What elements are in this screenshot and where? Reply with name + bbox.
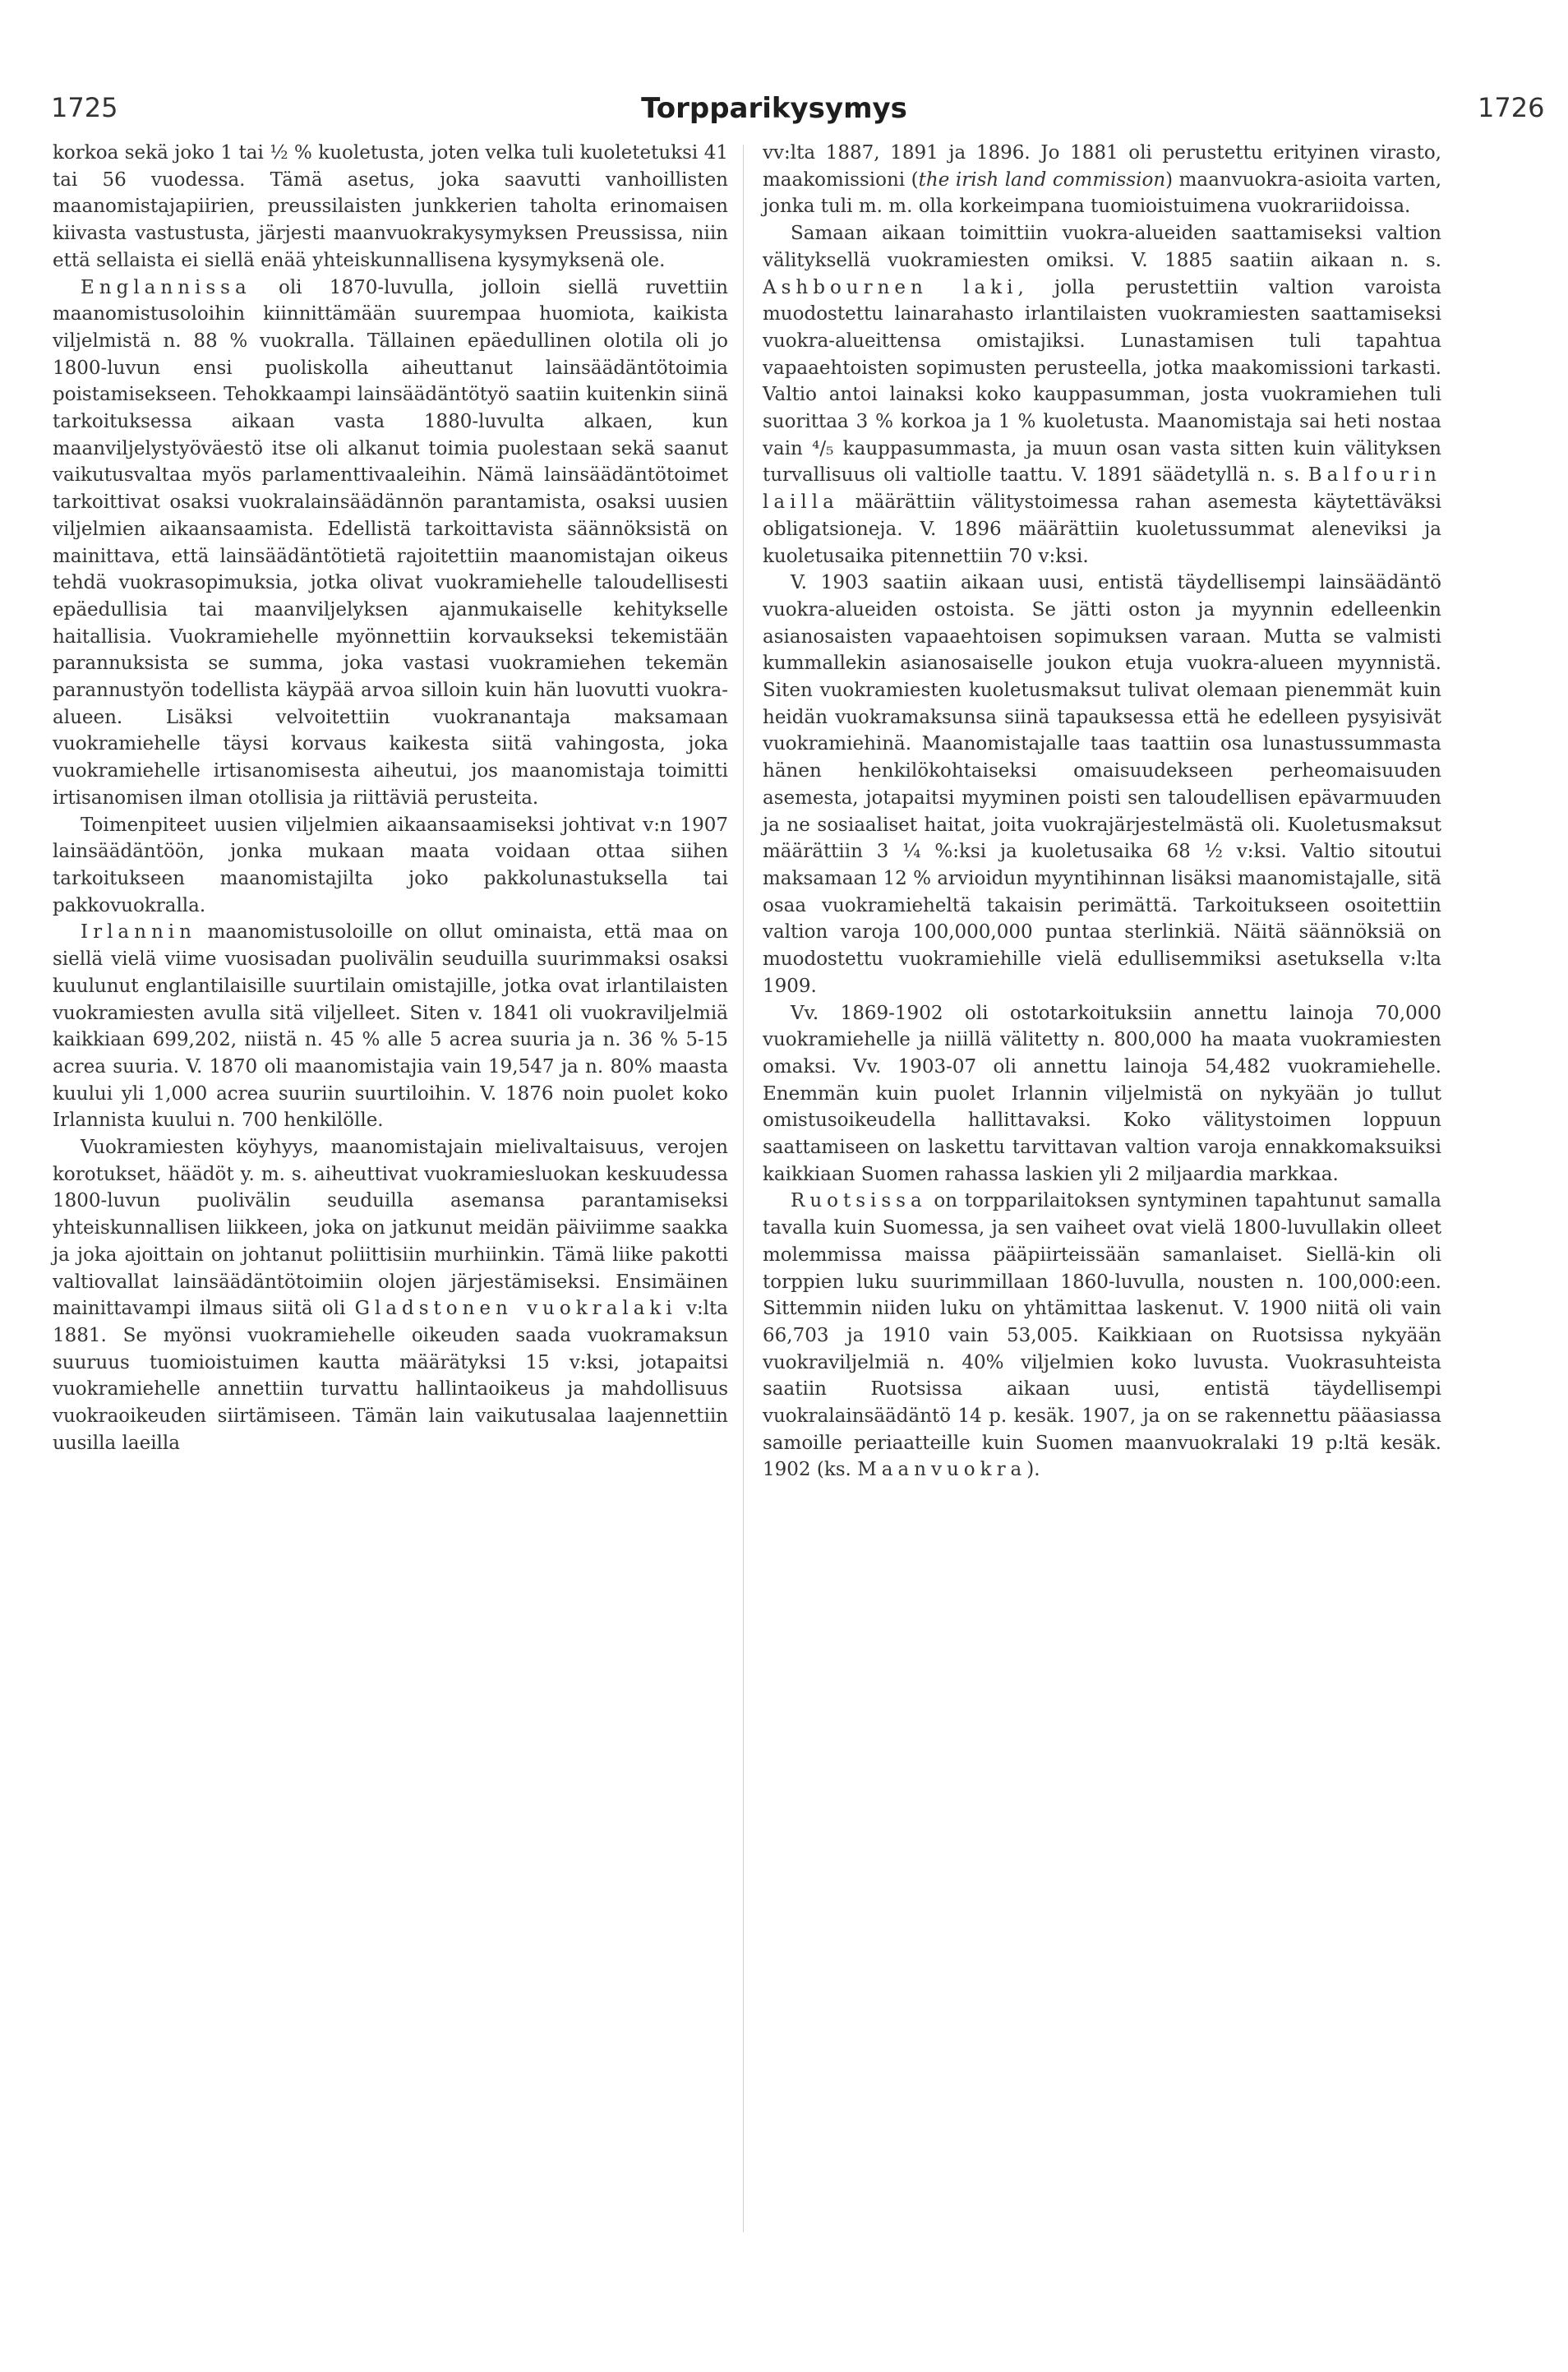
text-run: ) maanvuokra-asioita varten, jonka tuli m. m. olla korkeimpana tuomioistuimena vuokrariidoissa. bbox=[763, 168, 1442, 218]
paragraph: V. 1903 saatiin aikaan uusi, entistä täydellisempi lainsäädäntö vuokra-alueiden ostoista. Se jätti oston ja myynnin edelleenkin asianosaisten vapaaehtoisen sopimuksen varaan. Mutta se valmisti kummallekin asianosaiselle joukon etuja vuokra-alueen myynnistä. Siten vuokramiesten kuoletusmaksut tulivat olemaan pienemmät kuin heidän vuokramaksunsa siinä tapauksessa että he edelleen pysyisivät vuokramiehinä. Maanomistajalle taas taattiin osa lunastussummasta hänen henkilökohtaiseksi omaisuudekseen perheomaisuuden asemesta, jotapaitsi myyminen poisti sen taloudellisen epävarmuuden ja ne sosiaaliset haitat, joita vuokrajärjestelmästä oli. Kuoletusmaksut määrättiin 3 ¼ %:ksi ja kuoletusaika 68 ½ v:ksi. Valtio sitoutui maksamaan 12 % arvioidun myyntihinnan lisäksi maanomistajalle, sitä osaa vuokramieheltä takaisin perimättä. Tarkoitukseen osoitettiin valtion varoja 100,000,000 puntaa sterlinkiä. Näitä säännöksiä on muodostettu vuokramiehille vielä edullisemmiksi asetuksella v:lta 1909. bbox=[763, 572, 1441, 997]
emphasis: Maanvuokra bbox=[857, 1459, 1027, 1481]
column-divider bbox=[743, 145, 744, 2232]
paragraph: Vv. 1869-1902 oli ostotarkoituksiin annettu lainoja 70,000 vuokramiehelle ja niillä välitetty n. 800,000 ha maata vuokramiesten omaksi. Vv. 1903-07 oli annettu lainoja 54,482 vuokramiehelle. Enemmän kuin puolet Irlannin viljelmistä on nykyään jo tullut omistusoikeudella hallittavaksi. Koko välitystoimen loppuun saattamiseen on laskettu tarvittavan valtion varoja ennakkomaksuiksi kaikkiaan Suomen rahassa laskien yli 2 miljaardia markkaa. bbox=[763, 1002, 1441, 1185]
text-run: Vuokramiesten köyhyys, maanomistajain mielivaltaisuus, verojen korotukset, häädöt y. m. s. aiheuttivat vuokramiesluokan keskuudessa 1800-luvun puolivälin seuduilla asemansa parantamiseksi yhteiskunnallisen liikkeen, joka on jatkunut meidän päiviimme saakka ja joka ajoittain on johtanut poliittisiin murhiinkin. Tämä liike pakotti valtiovallat lainsäädäntötoimiin olojen järjestämiseksi. Ensimäinen mainittavampi ilmaus siitä oli bbox=[53, 1137, 728, 1320]
emphasis: Irlannin bbox=[81, 921, 196, 944]
emphasis: Gladstonen vuokralaki bbox=[354, 1298, 677, 1320]
page-number-right: 1726 bbox=[1478, 92, 1545, 123]
text-run: vv:lta 1887, 1891 ja 1896. Jo 1881 oli perustettu erityinen virasto, maakomissioni ( bbox=[763, 142, 1441, 191]
text-run: maanomistusoloille on ollut ominaista, että maa on siellä vielä viime vuosisadan puolivälin seuduilla suurimmaksi osaksi kuulunut englantilaisille suurtilain omistajille, jotka ovat irlantilaisten vuokramiesten avulla sitä viljelleet. Siten v. 1841 oli vuokraviljelmiä kaikkiaan 699,202, niistä n. 45 % alle 5 acrea suuria ja n. 36 % 5-15 acrea suuria. V. 1870 oli maanomistajia vain 19,547 ja n. 80% maasta kuului yli 1,000 acrea suuriin suurtiloihin. V. 1876 noin puolet koko Irlannista kuului n. 700 henkilölle. bbox=[53, 921, 728, 1132]
right-column bbox=[763, 140, 1441, 1484]
text-run: Samaan aikaan toimittiin vuokra-alueiden saattamiseksi valtion välityksellä vuokramiesten omiksi. V. 1885 saatiin aikaan n. s. bbox=[763, 223, 1441, 271]
emphasis: Ashbournen laki bbox=[763, 276, 1018, 298]
text-run: v:lta 1881. Se myönsi vuokramiehelle oikeuden saada vuokramaksun suuruus tuomioistuimen kautta määrätyksi 15 v:ksi, jotapaitsi vuokramiehelle annettiin turvattu hallintaoikeus ja mahdollisuus vuokraoikeuden siirtämiseen. Tämän lain vaikutusalaa laajennettiin uusilla laeilla bbox=[53, 1298, 728, 1454]
text-run: , jolla perustettiin valtion varoista muodostettu lainarahasto irlantilaisten vuokramiesten saattamiseksi vuokra-alueittensa omistajiksi. Lunastamisen tuli tapahtua vapaaehtoisten sopimusten perusteella, jotka maakomissioni tarkasti. Valtio antoi lainaksi koko kauppasumman, josta vuokramiehen tuli suorittaa 3 % korkoa ja 1 % kuoletusta. Maanomistaja sai heti nostaa vain ⁴/₅ kauppasummasta, ja muun osan vasta sitten kuin välityksen turvallisuus oli valtiolle taattu. V. 1891 säädetyllä n. s. bbox=[763, 276, 1441, 487]
page-number-left: 1725 bbox=[51, 92, 118, 123]
emphasis: Balfourin lailla bbox=[763, 464, 1441, 514]
paragraph bbox=[53, 919, 728, 1134]
left-column bbox=[53, 140, 728, 1456]
text-run: ). bbox=[1026, 1459, 1040, 1481]
page-header bbox=[51, 92, 1568, 133]
italic-text: the irish land commission bbox=[918, 168, 1166, 191]
paragraph: korkoa sekä joko 1 tai ½ % kuoletusta, joten velka tuli kuoletetuksi 41 tai 56 vuodessa. Tämä asetus, joka saavutti vanhoillisten maanomistajapiirien, preussilaisten junkkerien taholta erinomaisen kiivasta vastustusta, järjesti maanvuokrakysymyksen Preussissa, niin että sellaista ei siellä enää yhteiskunnallisena kysymyksenä ole. bbox=[53, 142, 728, 271]
text-run: oli 1870-luvulla, jolloin siellä ruvettiin maanomistusoloihin kiinnittämään suurempaa huomiota, kaikista viljelmistä n. 88 % vuokralla. Tällainen epäedullinen olotila oli jo 1800-luvun ensi puoliskolla aiheuttanut lainsäädäntötoimia poistamisekseen. Tehokkaampi lainsäädäntötyö saatiin kuitenkin siinä tarkoituksessa aikaan vasta 1880-luvulta alkaen, kun maanviljelystyöväestö itse oli alkanut toimia puolestaan sekä saanut vaikutusvaltaa myös parlamenttivaaleihin. Nämä lainsäädäntötoimet tarkoittivat osaksi vuokralainsäädännön parantamista, osaksi uusien viljelmien aikaansaamista. Edellistä tarkoittavista säännöksistä on mainittava, että lainsäädäntötietä rajoitettiin maanomistajan oikeus tehdä vuokrasopimuksia, jotka olivat vuokramiehelle taloudellisesti epäedullisia tai maanviljelyksen ajanmukaiselle kehitykselle haitallisia. Vuokramiehelle myönnettiin korvaukseksi tekemistään parannuksista se summa, joka vastasi vuokramiehen tekemän parannustyön todellista käypää arvoa silloin kuin hän luovutti vuokra-alueen. Lisäksi velvoitettiin vuokranantaja maksamaan vuokramiehelle täysi korvaus kaikesta siitä vahingosta, joka vuokramiehelle irtisanomisesta aiheutui, jos maanomistaja toimitti irtisanomisen ilman otollisia ja riittäviä perusteita. bbox=[53, 276, 728, 809]
emphasis: Englannissa bbox=[81, 276, 251, 298]
emphasis: Ruotsissa bbox=[791, 1190, 927, 1212]
paragraph bbox=[763, 140, 1441, 220]
running-title: Torpparikysymys bbox=[641, 92, 907, 125]
paragraph bbox=[763, 220, 1441, 570]
paragraph bbox=[763, 1188, 1441, 1484]
paragraph: Toimenpiteet uusien viljelmien aikaansaamiseksi johtivat v:n 1907 lainsäädäntöön, jonka mukaan maata voidaan ottaa siihen tarkoitukseen maanomistajilta joko pakkolunastuksella tai pakkovuokralla. bbox=[53, 814, 728, 916]
text-run: on torpparilaitoksen syntyminen tapahtunut samalla tavalla kuin Suomessa, ja sen vaiheet ovat vielä 1800-luvullakin olleet molemmissa maissa pääpiirteissään samanlaiset. Siellä-kin oli torppien luku suurimmillaan 1860-luvulla, nousten n. 100,000:een. Sittemmin niiden luku on yhtämittaa laskenut. V. 1900 niitä oli vain 66,703 ja 1910 vain 53,005. Kaikkiaan on Ruotsissa nykyään vuokraviljelmiä n. 40% viljelmien koko luvusta. Vuokrasuhteista saatiin Ruotsissa aikaan uusi, entistä täydellisempi vuokralainsäädäntö 14 p. kesäk. 1907, ja on se rakennettu pääasiassa samoille periaatteille kuin Suomen maanvuokralaki 19 p:ltä kesäk. 1902 (ks. bbox=[763, 1190, 1441, 1481]
text-run: määrättiin välitystoimessa rahan asemesta käytettäväksi obligatsioneja. V. 1896 määrättiin kuoletussummat aleneviksi ja kuoletusaika pitennettiin 70 v:ksi. bbox=[763, 491, 1441, 567]
paragraph bbox=[53, 1134, 728, 1456]
paragraph bbox=[53, 275, 728, 812]
